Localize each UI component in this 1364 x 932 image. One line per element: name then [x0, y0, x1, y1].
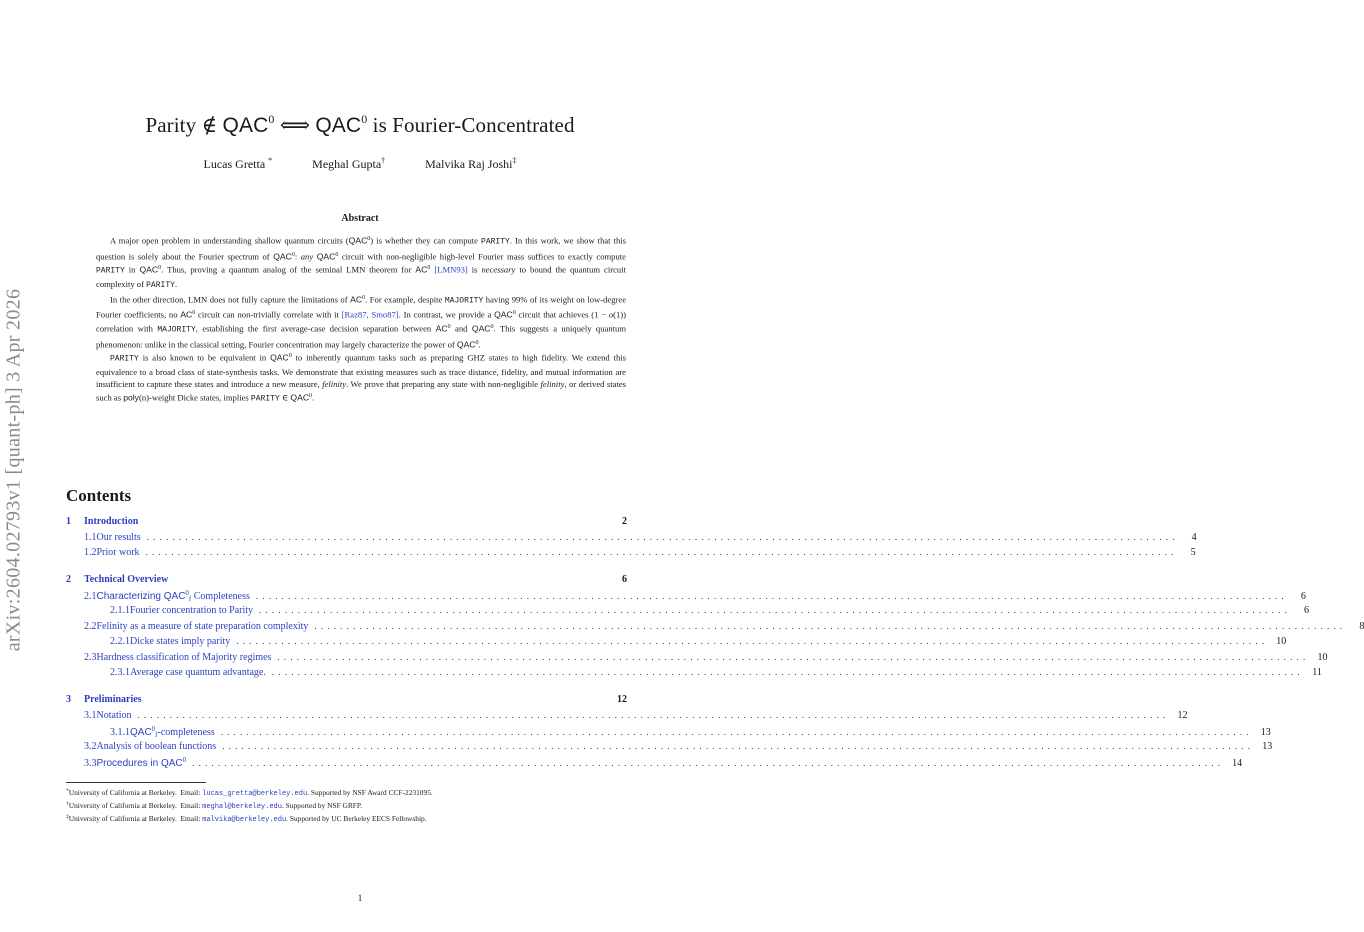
toc-entry[interactable]: [66, 709, 1188, 726]
email-link[interactable]: malvika@berkeley.edu: [202, 816, 287, 824]
footnote: *University of California at Berkeley. Email: lucas_gretta@berkeley.edu. Supported by NSF Award CCF-2231095.: [66, 788, 433, 798]
toc-title[interactable]: Fourier concentration to Parity: [130, 604, 254, 616]
toc-page-number: 10: [1317, 651, 1328, 663]
toc-title[interactable]: Average case quantum advantage.: [130, 667, 266, 679]
toc-leader: ................................................................................................................................................................: [314, 620, 1347, 631]
toc-leader: ................................................................................................................................................................: [271, 667, 1304, 678]
toc-title[interactable]: $QAC^0_f$-completeness: [130, 725, 215, 740]
author-list: [0, 156, 720, 172]
toc-entry[interactable]: [66, 516, 627, 532]
toc-number: 2.2: [84, 620, 97, 632]
toc-title[interactable]: Dicke states imply parity: [130, 636, 231, 648]
toc-number: 3.2: [84, 740, 97, 752]
toc-number: 1: [66, 516, 71, 527]
toc-number: 3.1: [84, 709, 97, 721]
citation-link[interactable]: Smo87: [371, 309, 396, 320]
toc-page-number: 12: [617, 693, 627, 705]
abstract-paragraph: A major open problem in understanding shallow quantum circuits (QAC$^0$) is whether they can compute PARITY. In this work, we show that this question is solely about the Fourier spectrum of QAC$^0$: any QAC$^0$ circuit with non-negligible high-level Fourier mass suffices to exactly compute PARITY in QAC$^0$. Thus, proving a quantum analog of the seminal LMN theorem for $AC^0$ [LMN93] is necessary to bound the quantum circuit complexity of PARITY.: [96, 235, 627, 290]
toc-entry[interactable]: [66, 756, 1243, 772]
toc-title[interactable]: Hardness classification of Majority regimes: [96, 651, 272, 663]
toc-entry[interactable]: [66, 547, 1196, 563]
toc-entry[interactable]: [66, 531, 1197, 548]
toc-number: 2.3: [84, 651, 97, 663]
toc-leader: ................................................................................................................................................................: [277, 651, 1310, 662]
toc-page-number: 8: [1359, 620, 1364, 632]
toc-title[interactable]: Analysis of boolean functions: [96, 740, 217, 752]
toc-entry[interactable]: [66, 620, 1364, 637]
toc-page-number: 10: [1276, 636, 1287, 648]
citation-link[interactable]: Raz87: [344, 309, 367, 320]
author: Malvika Raj Joshi‡: [425, 156, 517, 171]
contents-heading: Contents: [66, 486, 132, 505]
table-of-contents: [66, 516, 1364, 772]
toc-title[interactable]: Felinity as a measure of state preparation complexity: [96, 620, 309, 632]
toc-entry[interactable]: [66, 574, 627, 590]
toc-entry[interactable]: [66, 694, 627, 710]
toc-entry[interactable]: [66, 725, 1271, 741]
footnote-rule: [66, 782, 206, 783]
abstract-paragraph: PARITY is also known to be equivalent in QAC$^0$ to inherently quantum tasks such as preparing GHZ states to high fidelity. We extend this equivalence to a broad class of state-synthesis tasks. We demonstrate that existing measures such as trace distance, fidelity, and mutual information are insufficient to capture these states and introduce a new measure, felinity. We prove that preparing any state with non-negligible felinity, or derived states such as poly(n)-weight Dicke states, implies PARITY ∈ QAC$^0$.: [96, 352, 627, 404]
footnote: ‡University of California at Berkeley. Email: malvika@berkeley.edu. Supported by UC Berkeley EECS Fellowship.: [66, 814, 427, 824]
toc-page-number: 2: [622, 516, 627, 527]
toc-number: 3.3: [84, 758, 97, 770]
toc-leader: ................................................................................................................................................................: [220, 727, 1253, 738]
toc-page-number: 6: [1304, 604, 1310, 616]
toc-page-number: 5: [1190, 547, 1196, 559]
toc-number: 1.1: [84, 531, 97, 543]
toc-leader: ................................................................................................................................................................: [137, 709, 1170, 720]
toc-leader: ................................................................................................................................................................: [192, 758, 1225, 769]
email-link[interactable]: meghal@berkeley.edu: [202, 803, 282, 811]
toc-leader: ................................................................................................................................................................: [145, 547, 1178, 558]
toc-leader: ................................................................................................................................................................: [236, 636, 1269, 647]
toc-number: 2.1: [84, 591, 97, 603]
toc-page-number: 6: [622, 573, 627, 585]
toc-number: 1.2: [84, 547, 97, 559]
footnotes: [66, 786, 626, 825]
toc-number: 3: [66, 693, 71, 705]
email-link[interactable]: lucas_gretta@berkeley.edu: [202, 790, 308, 798]
toc-page-number: 13: [1262, 740, 1273, 752]
citation-link[interactable]: [LMN93]: [434, 264, 468, 275]
toc-title[interactable]: Introduction: [84, 516, 139, 527]
toc-title[interactable]: Characterizing $QAC^0_f$ Completeness: [96, 589, 250, 604]
toc-page-number: 4: [1191, 531, 1197, 543]
toc-title[interactable]: Prior work: [96, 547, 140, 559]
toc-page-number: 13: [1260, 727, 1271, 739]
toc-title[interactable]: Technical Overview: [84, 573, 169, 585]
toc-page-number: 12: [1177, 709, 1188, 721]
toc-page-number: 11: [1312, 667, 1322, 679]
abstract-paragraph: In the other direction, LMN does not fully capture the limitations of $AC^0$. For example, despite MAJORITY having 99% of its weight on low-degree Fourier coefficients, no $AC^0$ circuit can non-trivially correlate with it [Raz87, Smo87]. In contrast, we provide a QAC$^0$ circuit that achieves (1 − o(1)) correlation with MAJORITY, establishing the first average-case decision separation between $AC^0$ and QAC$^0$. This suggests a uniquely quantum phenomenon: unlike in the classical setting, Fourier concentration may largely characterize the power of QAC$^0$.: [96, 294, 627, 350]
toc-number: 2.2.1: [110, 636, 130, 648]
toc-number: 2.3.1: [110, 667, 130, 679]
toc-entry[interactable]: [66, 667, 1322, 683]
toc-leader: ................................................................................................................................................................: [146, 531, 1179, 542]
toc-title[interactable]: Procedures in QAC$^0$: [96, 756, 187, 770]
toc-number: 2: [66, 573, 71, 585]
toc-title[interactable]: Our results: [96, 531, 141, 543]
toc-entry[interactable]: [66, 589, 1306, 605]
toc-leader: ................................................................................................................................................................: [222, 740, 1255, 751]
toc-leader: ................................................................................................................................................................: [255, 591, 1288, 602]
toc-entry[interactable]: [66, 604, 1310, 621]
toc-entry[interactable]: [66, 651, 1328, 668]
abstract-body: [96, 233, 626, 406]
toc-page-number: 14: [1232, 758, 1243, 770]
toc-leader: ................................................................................................................................................................: [259, 604, 1292, 615]
abstract-heading: Abstract: [341, 213, 379, 224]
page-number: 1: [357, 893, 363, 903]
author: Meghal Gupta†: [312, 156, 386, 171]
toc-page-number: 6: [1300, 591, 1306, 603]
paper-title: Parity ∉ QAC$^0$ ⟺ QAC$^0$ is Fourier-Concentrated: [145, 112, 575, 137]
toc-entry[interactable]: [66, 740, 1273, 757]
toc-number: 2.1.1: [110, 604, 130, 616]
toc-number: 3.1.1: [110, 727, 130, 739]
author: Lucas Gretta *: [203, 156, 273, 171]
toc-entry[interactable]: [66, 636, 1287, 652]
toc-title[interactable]: Notation: [96, 709, 132, 721]
footnote: †University of California at Berkeley. Email: meghal@berkeley.edu. Supported by NSF GRFP.: [66, 801, 363, 811]
toc-title[interactable]: Preliminaries: [84, 693, 142, 705]
